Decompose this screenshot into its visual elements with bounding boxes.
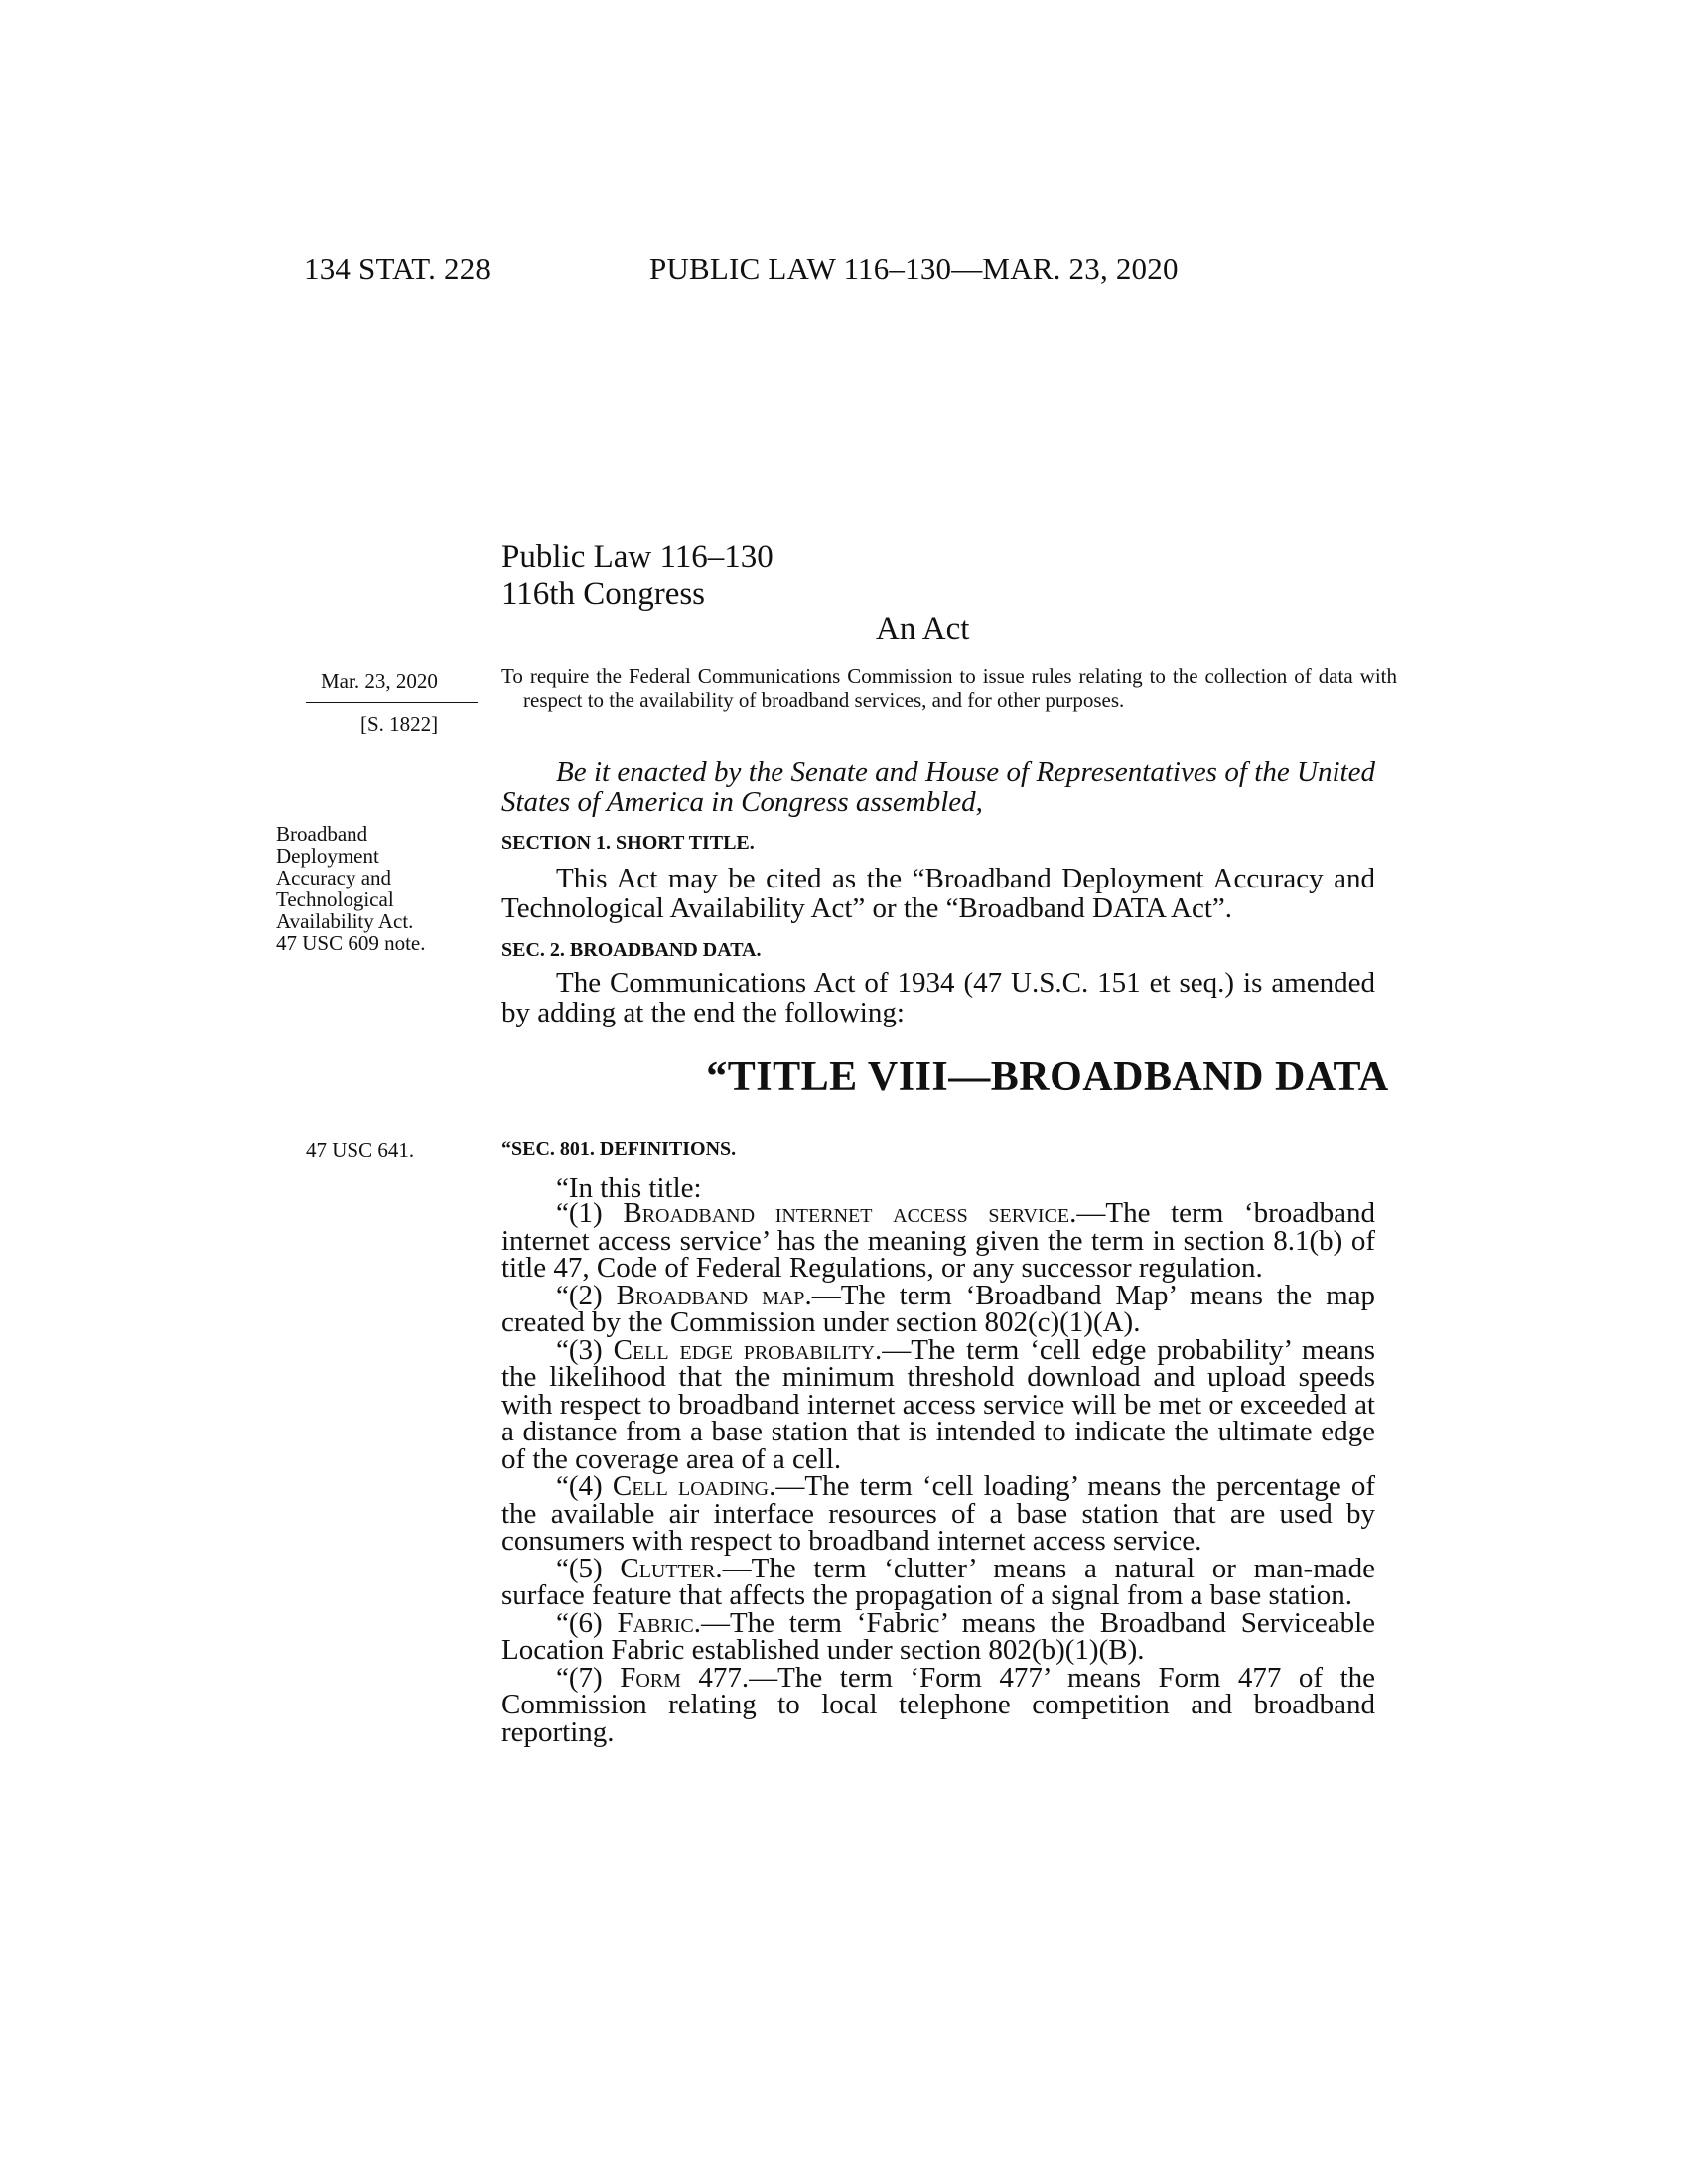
act-label: An Act bbox=[876, 612, 970, 647]
definition-item: “(7) Form 477.—The term ‘Form 477’ means Form 477 of the Commission relating to local telephone competition and broadband reporting. bbox=[501, 1661, 1376, 1748]
section-801-heading: “SEC. 801. DEFINITIONS. bbox=[501, 1138, 737, 1160]
margin-short-title-note bbox=[276, 823, 426, 954]
definition-item: “(5) Clutter.—The term ‘clutter’ means a natural or man-made surface feature that affects the propagation of a signal from a base station. bbox=[501, 1552, 1375, 1611]
margin-note-line: Technological bbox=[276, 887, 394, 911]
definition-term: Fabric bbox=[617, 1606, 694, 1639]
margin-note-line: Accuracy and bbox=[276, 866, 392, 889]
margin-bill-number: [S. 1822] bbox=[360, 712, 439, 736]
margin-usc-641: 47 USC 641. bbox=[306, 1138, 415, 1161]
definitions-intro: “In this title: bbox=[556, 1172, 702, 1204]
definition-term: Form 477 bbox=[620, 1661, 742, 1694]
section-1-heading: SECTION 1. SHORT TITLE. bbox=[501, 832, 755, 854]
section-2-heading: SEC. 2. BROADBAND DATA. bbox=[501, 939, 762, 961]
definition-item: “(2) Broadband map.—The term ‘Broadband Map’ means the map created by the Commission under section 802(c)(1)(A). bbox=[501, 1279, 1375, 1338]
definition-term: Cell edge probability bbox=[613, 1333, 875, 1366]
margin-note-line: Availability Act. bbox=[276, 909, 414, 933]
definition-term: Clutter bbox=[620, 1552, 716, 1584]
section-1-text: This Act may be cited as the “Broadband Deployment Accuracy and Technological Availability Act” or the “Broadband DATA Act”. bbox=[501, 863, 1375, 924]
definition-term: Broadband map bbox=[616, 1279, 805, 1311]
definition-term: Broadband internet access service bbox=[623, 1197, 1070, 1229]
page-reference: 134 STAT. 228 bbox=[304, 251, 492, 286]
title-viii-heading: “TITLE VIII—BROADBAND DATA bbox=[706, 1054, 1389, 1100]
margin-divider bbox=[306, 702, 478, 703]
definition-item: “(6) Fabric.—The term ‘Fabric’ means the Broadband Serviceable Location Fabric established under section 802(b)(1)(B). bbox=[501, 1606, 1376, 1666]
definition-term: Cell loading bbox=[612, 1470, 770, 1502]
margin-note-line: Deployment bbox=[276, 844, 379, 868]
margin-note-line: Broadband bbox=[276, 822, 368, 846]
running-title: PUBLIC LAW 116–130—MAR. 23, 2020 bbox=[649, 251, 1179, 286]
act-purpose: To require the Federal Communications Commission to issue rules relating to the collection of data with respect to the availability of broadband services, and for other purposes. bbox=[501, 664, 1397, 712]
section-2-text: The Communications Act of 1934 (47 U.S.C. 151 et seq.) is amended by adding at the end the following: bbox=[501, 967, 1375, 1028]
definition-item: “(1) Broadband internet access service.—The term ‘broadband internet access service’ has the meaning given the term in section 8.1(b) of title 47, Code of Federal Regulations, or any successor regulation. bbox=[501, 1197, 1375, 1284]
enacting-clause: Be it enacted by the Senate and House of Representatives of the United States of America in Congress assembled, bbox=[501, 756, 1375, 818]
congress-label: 116th Congress bbox=[501, 576, 706, 612]
margin-note-line: 47 USC 609 note. bbox=[276, 931, 426, 955]
definition-item: “(4) Cell loading.—The term ‘cell loading’ means the percentage of the available air interface resources of a base station that are used by consumers with respect to broadband internet access service. bbox=[501, 1470, 1376, 1557]
definitions-list bbox=[501, 1197, 1376, 1748]
definition-item: “(3) Cell edge probability.—The term ‘cell edge probability’ means the likelihood that the minimum threshold download and upload speeds with respect to broadband internet access service will be met or exceeded at a distance from a base station that is intended to indicate the ultimate edge of the coverage area of a cell. bbox=[501, 1333, 1376, 1475]
law-number: Public Law 116–130 bbox=[501, 539, 774, 575]
margin-date: Mar. 23, 2020 bbox=[321, 669, 438, 693]
